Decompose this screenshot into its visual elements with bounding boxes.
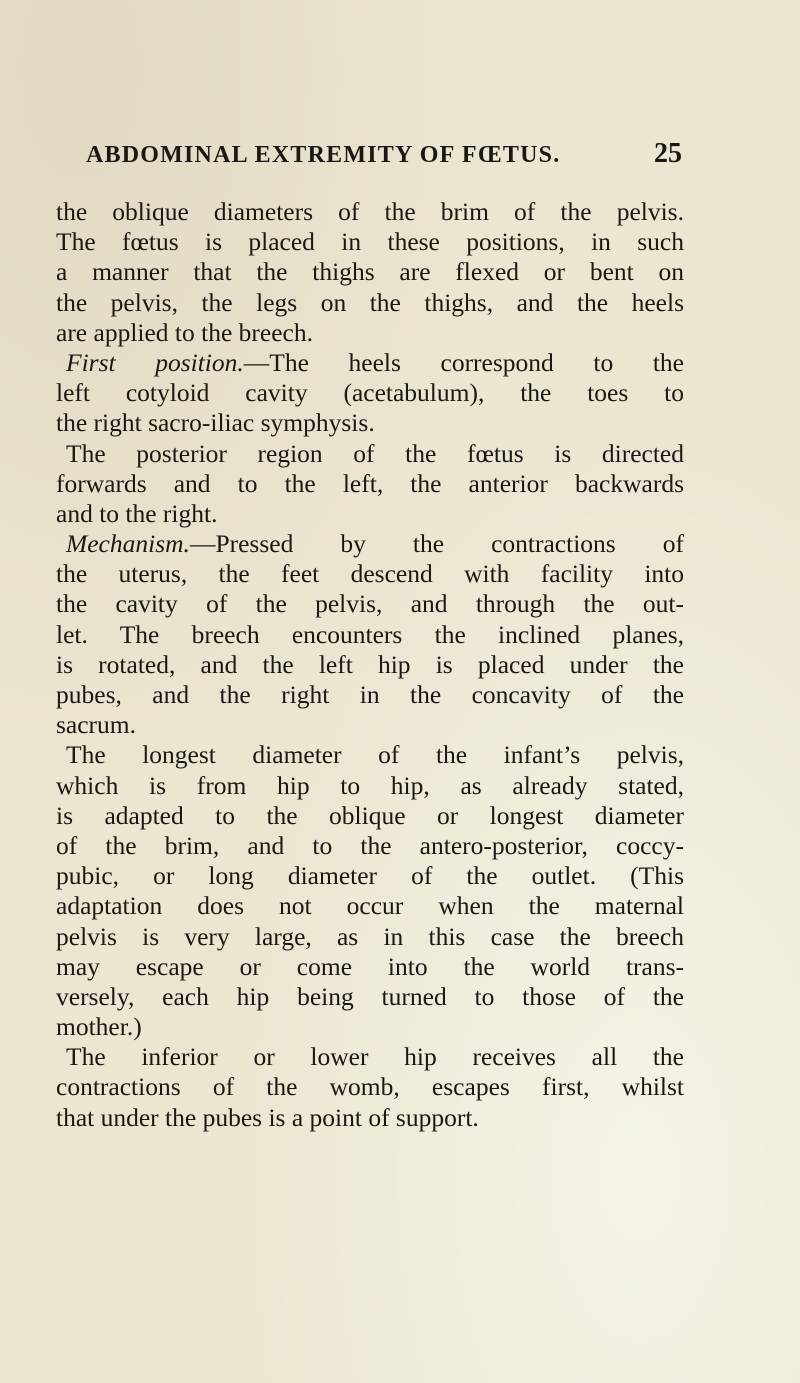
- text-line: sacrum.: [56, 710, 137, 740]
- text-line: The posterior region of the fœtus is directed: [66, 438, 684, 468]
- text-line: left cotyloid cavity (acetabulum), the toes to: [56, 378, 684, 408]
- text-line: The fœtus is placed in these positions, in such: [56, 227, 684, 257]
- text-line: is adapted to the oblique or longest diameter: [56, 800, 684, 830]
- section-lead: First position.: [66, 347, 244, 377]
- text-line: is rotated, and the left hip is placed under the: [56, 649, 684, 679]
- running-head: [86, 138, 682, 178]
- text-fragment: —The heels correspond to the: [243, 347, 684, 377]
- text-line: The inferior or lower hip receives all the: [66, 1042, 684, 1072]
- text-line: [56, 529, 684, 559]
- text-line: mother.): [56, 1012, 142, 1042]
- text-line: forwards and to the left, the anterior backwards: [56, 468, 684, 498]
- text-line: which is from hip to hip, as already stated,: [56, 770, 684, 800]
- text-line: of the brim, and to the antero-posterior, coccy-: [56, 830, 684, 860]
- text-line: that under the pubes is a point of support.: [56, 1102, 479, 1132]
- text-line: The longest diameter of the infant’s pelvis,: [66, 740, 684, 770]
- text-line: are applied to the breech.: [56, 317, 313, 347]
- text-line: versely, each hip being turned to those of the: [56, 981, 684, 1011]
- text-line: the uterus, the feet descend with facility into: [56, 559, 684, 589]
- body-text: [56, 197, 684, 1133]
- text-line: the right sacro-iliac symphysis.: [56, 408, 375, 438]
- text-fragment: —Pressed by the contractions of: [189, 529, 684, 559]
- page-number: 25: [654, 138, 682, 169]
- text-line: pelvis is very large, as in this case the breech: [56, 921, 684, 951]
- text-line: the oblique diameters of the brim of the pelvis.: [56, 197, 684, 226]
- text-line: may escape or come into the world trans-: [56, 951, 684, 981]
- text-line: pubic, or long diameter of the outlet. (This: [56, 861, 684, 891]
- text-line: contractions of the womb, escapes first, whilst: [56, 1072, 684, 1102]
- text-line: pubes, and the right in the concavity of the: [56, 680, 684, 709]
- text-line: let. The breech encounters the inclined planes,: [56, 619, 684, 649]
- text-line: the pelvis, the legs on the thighs, and the heels: [56, 287, 684, 317]
- text-line: adaptation does not occur when the maternal: [56, 891, 684, 921]
- section-lead: Mechanism.: [66, 529, 190, 559]
- text-line: the cavity of the pelvis, and through the out-: [56, 589, 684, 619]
- text-line: and to the right.: [56, 498, 218, 528]
- text-line: a manner that the thighs are flexed or bent on: [56, 257, 684, 287]
- text-line: [56, 348, 684, 378]
- running-head-title: ABDOMINAL EXTREMITY OF FŒTUS.: [86, 142, 561, 168]
